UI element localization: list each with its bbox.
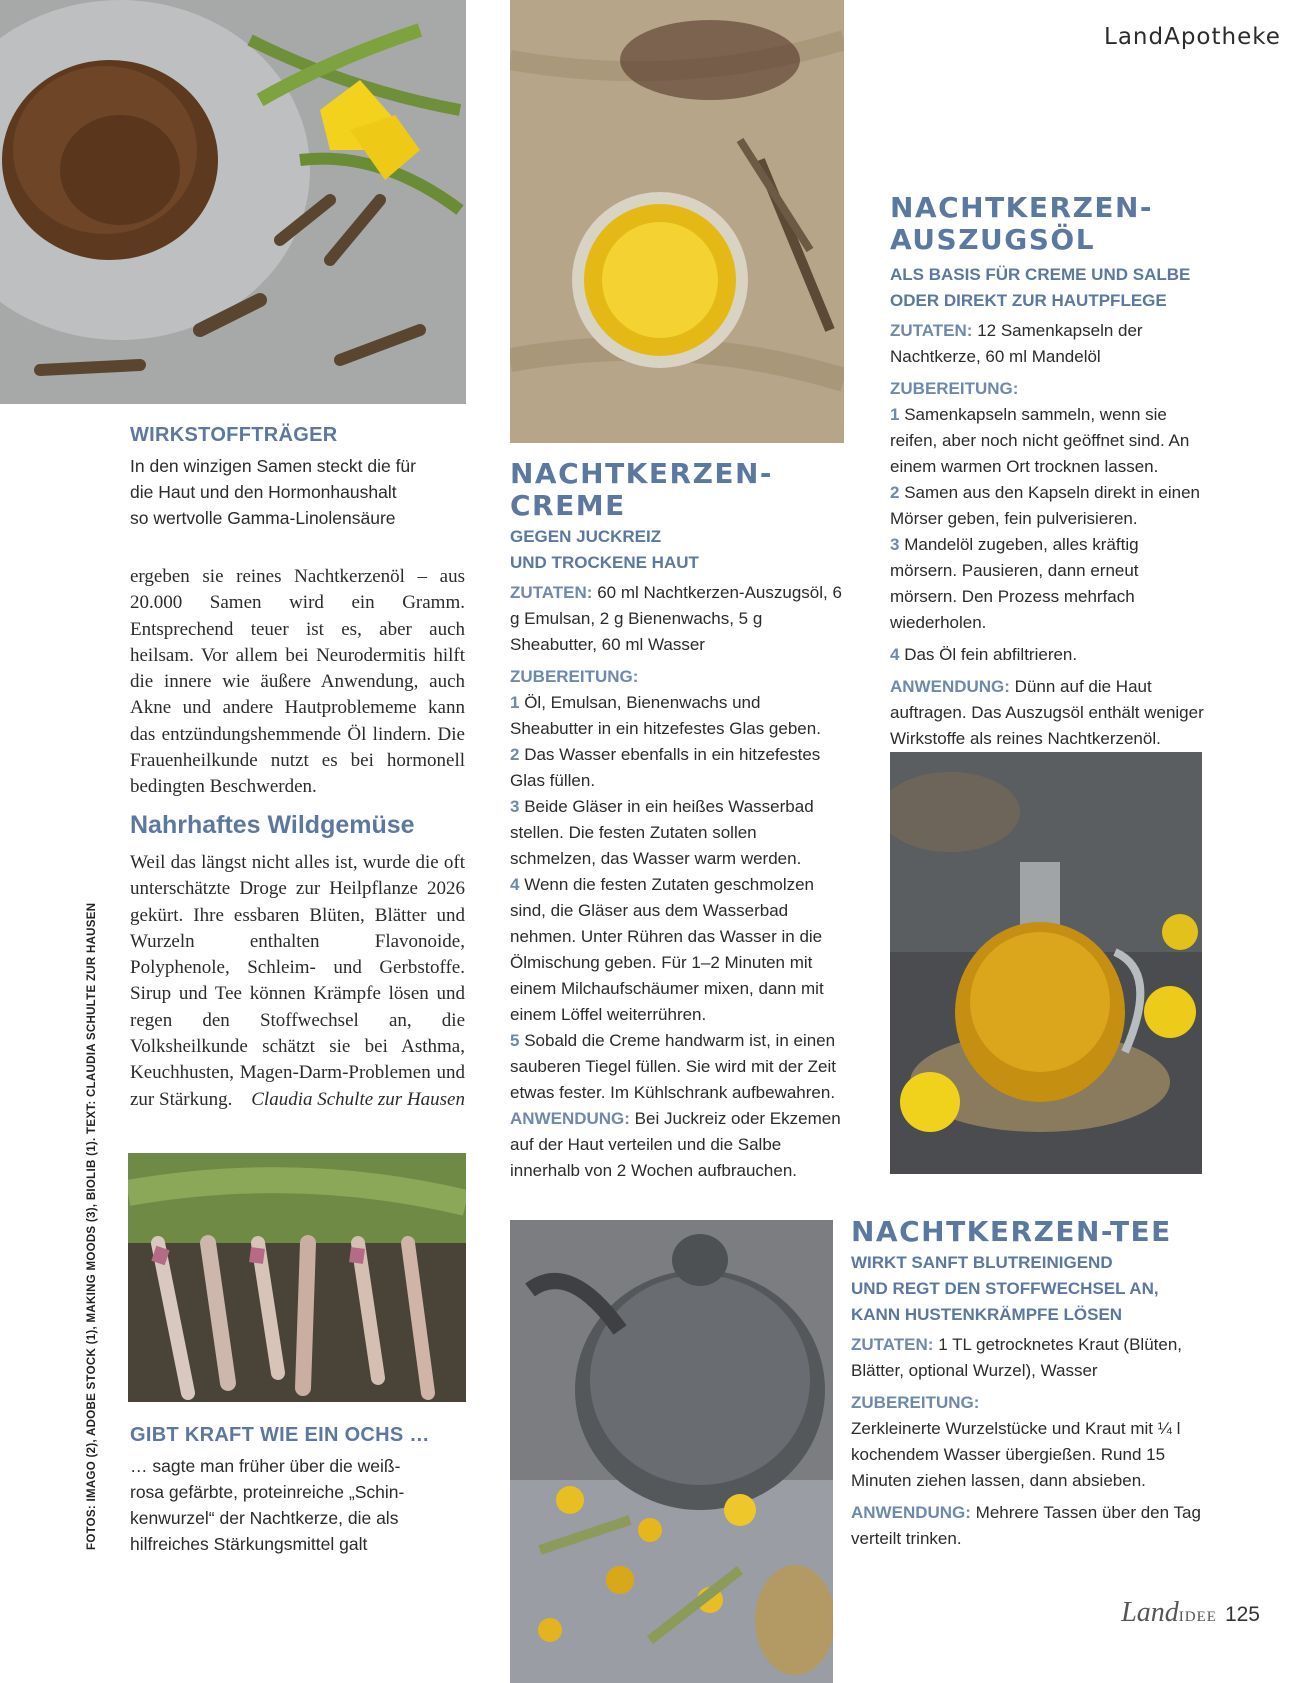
anwendung-text: Dünn auf die Haut auftragen. Das Auszugsöl enthält weniger Wirkstoffe als reines Nachtkerzenöl. bbox=[890, 677, 1204, 748]
step bbox=[510, 742, 846, 794]
zubereitung-label: ZUBEREITUNG: bbox=[510, 667, 639, 686]
photo-credit: FOTOS: IMAGO (2), ADOBE STOCK (1), MAKING MOODS (3), BIOLIB (1). TEXT: CLAUDIA SCHULTE ZUR HAUSEN bbox=[86, 902, 98, 1550]
magazine-logo-land: Land bbox=[1121, 1597, 1179, 1628]
roots-photo bbox=[128, 1153, 466, 1402]
caption-ochs bbox=[130, 1424, 465, 1557]
page-folio bbox=[1060, 1597, 1260, 1629]
recipe-subtitle-line: UND REGT DEN STOFFWECHSEL AN, bbox=[851, 1279, 1159, 1298]
recipe-subtitle-line: ALS BASIS FÜR CREME UND SALBE bbox=[890, 265, 1191, 284]
caption-line: … sagte man früher über die weiß- bbox=[130, 1456, 401, 1476]
recipe-subtitle-line: ODER DIREKT ZUR HAUTPFLEGE bbox=[890, 291, 1167, 310]
seeds-photo bbox=[0, 0, 466, 404]
recipe-subtitle-line: KANN HUSTENKRÄMPFE LÖSEN bbox=[851, 1305, 1123, 1324]
caption-title: WIRKSTOFFTRÄGER bbox=[130, 424, 338, 446]
step-text: Wenn die festen Zutaten geschmolzen sind, die Gläser aus dem Wasserbad nehmen. Unter Rühren das Wasser in die Ölmischung geben. Für 1–2 Minuten mit einem Milchaufschäumer mixen, dann mit einem Löffel weiterrühren. bbox=[510, 875, 824, 1024]
step-text: Sobald die Creme handwarm ist, in einen sauberen Tiegel füllen. Sie wird mit der Zeit etwas fester. Im Kühlschrank aufbewahren. bbox=[510, 1031, 836, 1102]
author-signature: Claudia Schulte zur Hausen bbox=[251, 1088, 465, 1110]
magazine-logo-idee: IDEE bbox=[1178, 1609, 1217, 1625]
zubereitung-label: ZUBEREITUNG: bbox=[851, 1393, 980, 1412]
anwendung-label: ANWENDUNG: bbox=[510, 1109, 630, 1128]
step bbox=[890, 532, 1210, 636]
recipe-title-line: NACHTKERZEN- bbox=[890, 191, 1154, 224]
recipe-tee bbox=[851, 1216, 1231, 1552]
anwendung-label: ANWENDUNG: bbox=[890, 677, 1010, 696]
step-number: 1 bbox=[890, 405, 900, 424]
zutaten-text: 12 Samenkapseln der Nachtkerze, 60 ml Mandelöl bbox=[890, 321, 1143, 366]
recipe-title: NACHTKERZEN-CREME bbox=[510, 457, 774, 522]
step-text: Öl, Emulsan, Bienenwachs und Sheabutter in ein hitzefestes Glas geben. bbox=[510, 693, 821, 738]
caption-wirkstofftraeger bbox=[130, 424, 460, 531]
step bbox=[510, 690, 846, 742]
recipe-subtitle-line: UND TROCKENE HAUT bbox=[510, 553, 699, 572]
zutaten-text: 60 ml Nachtkerzen-Auszugsöl, 6 g Emulsan, 2 g Bienenwachs, 5 g Sheabutter, 60 ml Wasser bbox=[510, 583, 842, 654]
caption-title: GIBT KRAFT WIE EIN OCHS … bbox=[130, 1424, 430, 1446]
step-number: 4 bbox=[890, 645, 900, 664]
zutaten-label: ZUTATEN: bbox=[890, 321, 973, 340]
zutaten-label: ZUTATEN: bbox=[851, 1335, 934, 1354]
caption-line: In den winzigen Samen steckt die für bbox=[130, 456, 416, 476]
paragraph: ergeben sie reines Nachtkerzenöl – aus 20.000 Samen wird ein Gramm. Entsprechend teuer ist es, aber auch heilsam. Vor allem bei Neurodermitis hilft die innere wie äußere Anwendung, auch Akne und andere Hautproblememe kann das entzündungshemmende Öl lindern. Die Frauenheilkunde nutzt es bei hormonell bedingten Beschwerden. bbox=[130, 566, 465, 798]
step-number: 4 bbox=[510, 875, 520, 894]
recipe-subtitle-line: WIRKT SANFT BLUTREINIGEND bbox=[851, 1253, 1113, 1272]
body-text-1 bbox=[130, 564, 465, 801]
step-text: Beide Gläser in ein heißes Wasserbad stellen. Die festen Zutaten sollen schmelzen, das Wasser warm werden. bbox=[510, 797, 814, 868]
step bbox=[890, 402, 1210, 480]
paragraph: Weil das längst nicht alles ist, wurde die oft unterschätzte Droge zur Heilpflanze 2026 gekürt. Ihre essbaren Blüten, Blätter und Wurzeln enthalten Flavonoide, Polyphenole, Schleim- und Gerbstoffe. Sirup und Tee können Krämpfe lösen und regen den Stoffwechsel an, die Volksheilkunde schätzt sie bei Asthma, Keuchhusten, Magen-Darm-Problemen und zur Stärkung. bbox=[130, 852, 465, 1110]
caption-line: kenwurzel“ der Nachtkerze, die als bbox=[130, 1508, 399, 1528]
step-text: Das Wasser ebenfalls in ein hitzefestes Glas füllen. bbox=[510, 745, 821, 790]
subheading: Nahrhaftes Wildgemüse bbox=[130, 811, 415, 839]
zubereitung-text: Zerkleinerte Wurzelstücke und Kraut mit ¼ l kochendem Wasser übergießen. Rund 15 Minuten ziehen lassen, dann absieben. bbox=[851, 1419, 1181, 1490]
step bbox=[510, 1028, 846, 1106]
step bbox=[510, 794, 846, 872]
caption-line: die Haut und den Hormonhaushalt bbox=[130, 482, 397, 502]
step-number: 1 bbox=[510, 693, 520, 712]
step-number: 2 bbox=[510, 745, 520, 764]
teapot-photo bbox=[510, 1220, 833, 1683]
step bbox=[890, 480, 1210, 532]
anwendung-text: Mehrere Tassen über den Tag verteilt trinken. bbox=[851, 1503, 1201, 1548]
recipe-title-line: AUSZUGSÖL bbox=[890, 223, 1096, 256]
oil-bowl-photo bbox=[510, 0, 844, 443]
step-text: Samenkapseln sammeln, wenn sie reifen, aber noch nicht geöffnet sind. An einem warmen Ort trocknen lassen. bbox=[890, 405, 1190, 476]
recipe-subtitle-line: GEGEN JUCKREIZ bbox=[510, 527, 662, 546]
caption-line: so wertvolle Gamma-Linolensäure bbox=[130, 508, 396, 528]
caption-line: rosa gefärbte, proteinreiche „Schin- bbox=[130, 1482, 405, 1502]
anwendung-text: Bei Juckreiz oder Ekzemen auf der Haut verteilen und die Salbe innerhalb von 2 Wochen aufbrauchen. bbox=[510, 1109, 841, 1180]
oil-jug-photo bbox=[890, 752, 1202, 1174]
caption-line: hilfreiches Stärkungsmittel galt bbox=[130, 1534, 368, 1554]
step-text: Samen aus den Kapseln direkt in einen Mörser geben, fein pulverisieren. bbox=[890, 483, 1201, 528]
recipe-auszugsoel bbox=[890, 192, 1210, 752]
step-number: 3 bbox=[510, 797, 520, 816]
step-number: 5 bbox=[510, 1031, 520, 1050]
page-number: 125 bbox=[1224, 1603, 1260, 1626]
step-number: 3 bbox=[890, 535, 900, 554]
zubereitung-label: ZUBEREITUNG: bbox=[890, 379, 1019, 398]
zutaten-text: 1 TL getrocknetes Kraut (Blüten, Blätter, optional Wurzel), Wasser bbox=[851, 1335, 1183, 1380]
recipe-title: NACHTKERZEN-TEE bbox=[851, 1215, 1172, 1248]
step-text: Das Öl fein abfiltrieren. bbox=[904, 645, 1078, 664]
step bbox=[510, 872, 846, 1028]
body-text-2 bbox=[130, 850, 465, 1113]
step-number: 2 bbox=[890, 483, 900, 502]
anwendung-label: ANWENDUNG: bbox=[851, 1503, 971, 1522]
step-text: Mandelöl zugeben, alles kräftig mörsern. Pausieren, dann erneut mörsern. Den Prozess mehrfach wiederholen. bbox=[890, 535, 1139, 632]
recipe-creme bbox=[510, 458, 846, 1184]
zutaten-label: ZUTATEN: bbox=[510, 583, 593, 602]
section-label: LandApotheke bbox=[1104, 24, 1281, 50]
